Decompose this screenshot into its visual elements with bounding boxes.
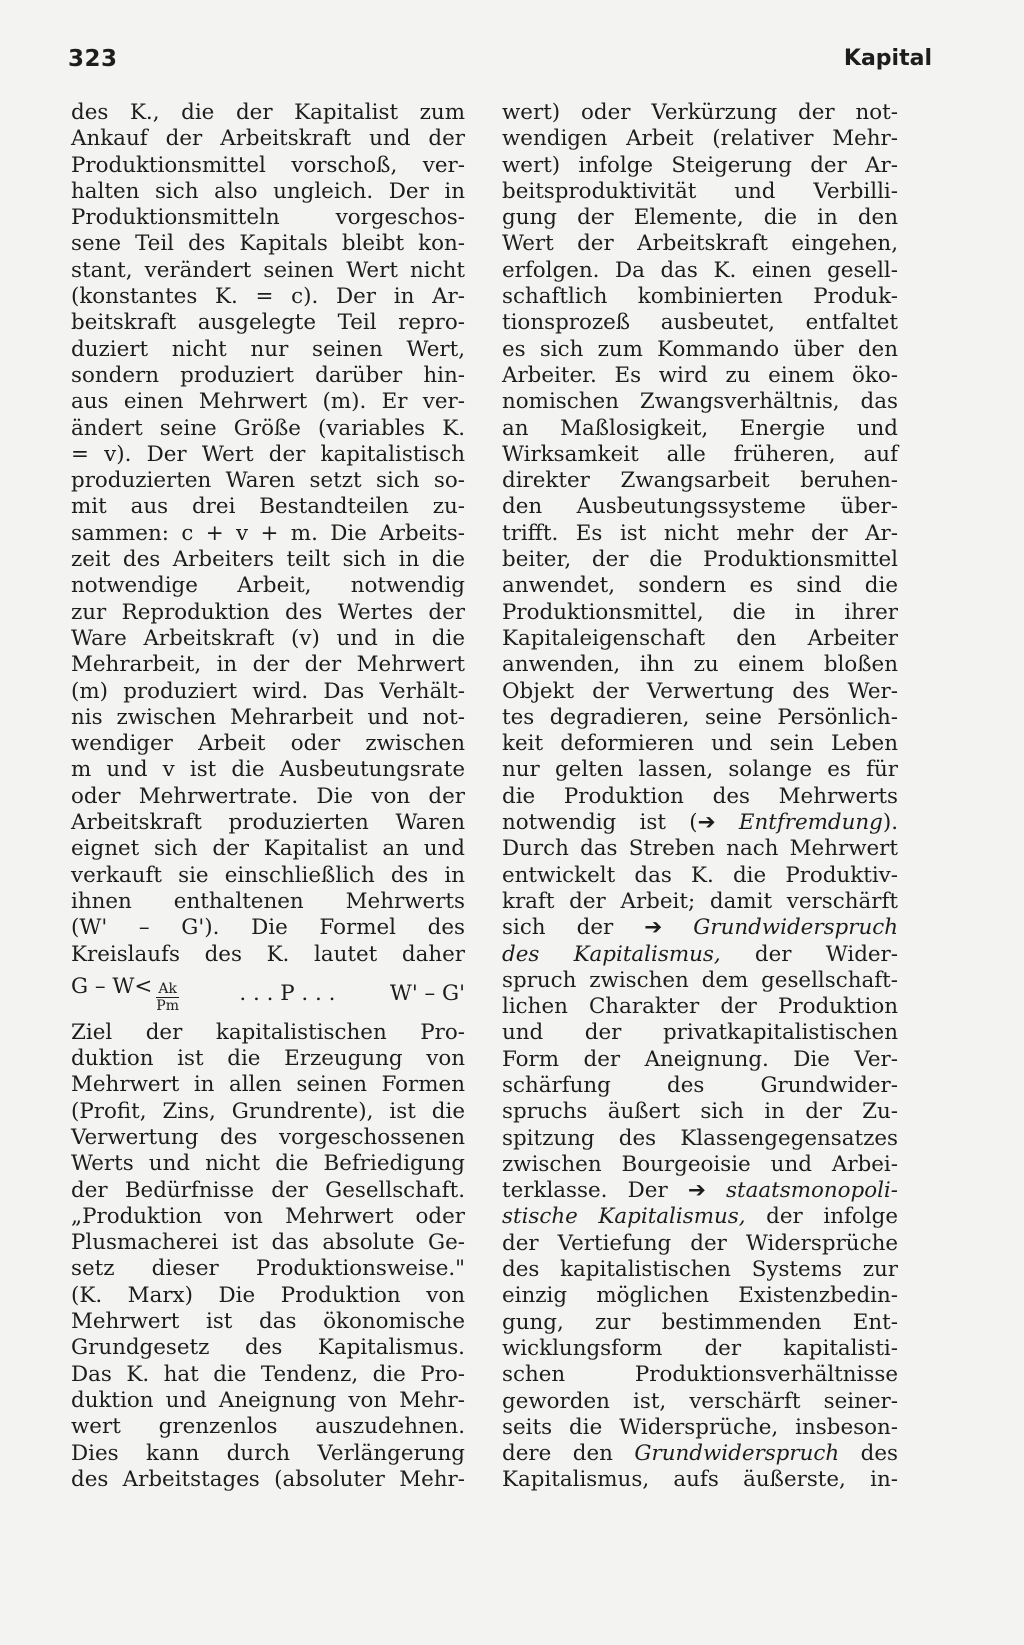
text-line: erfolgen. Da das K. einen gesell-	[502, 257, 898, 283]
text-line: wert) oder Verkürzung der not-	[502, 100, 898, 125]
text-line: wicklungsform der kapitalisti-	[502, 1335, 898, 1361]
text-line: terklasse. Der ➔ staatsmonopoli-	[502, 1178, 898, 1204]
text-line: nis zwischen Mehrarbeit und not-	[71, 704, 465, 730]
text-line: trifft. Es ist nicht mehr der Ar-	[502, 520, 898, 546]
text-line: Ware Arbeitskraft (v) und in die	[71, 625, 465, 651]
page-number: 323	[68, 46, 118, 72]
left-column	[71, 100, 465, 1493]
text-line: dere den Grundwiderspruch des	[502, 1441, 898, 1467]
text-line: und der privatkapitalistischen	[502, 1020, 898, 1046]
text-line: der Bedürfnisse der Gesellschaft.	[71, 1177, 465, 1203]
text-line: ihnen enthaltenen Mehrwerts	[71, 888, 465, 914]
text-line: (K. Marx) Die Produktion von	[71, 1282, 465, 1308]
text-line: beitskraft ausgelegte Teil repro-	[71, 310, 465, 336]
text-line: sammen: c + v + m. Die Arbeits-	[71, 520, 465, 546]
text-line: Durch das Streben nach Mehrwert	[502, 836, 898, 862]
text-line: Produktionsmitteln vorgeschos-	[71, 205, 465, 231]
text-line: anwendet, sondern es sind die	[502, 573, 898, 599]
text-line: geworden ist, verschärft seiner-	[502, 1388, 898, 1414]
text-line: zeit des Arbeiters teilt sich in die	[71, 547, 465, 573]
text-line: des Kapitalismus, der Wider-	[502, 941, 898, 967]
text-line: Kapitaleigenschaft den Arbeiter	[502, 625, 898, 651]
text-line: Arbeitskraft produzierten Waren	[71, 810, 465, 836]
text-line: wendiger Arbeit oder zwischen	[71, 731, 465, 757]
text-line: (konstantes K. = c). Der in Ar-	[71, 284, 465, 310]
text-line: (Profit, Zins, Grundrente), ist die	[71, 1098, 465, 1124]
text-line: der Vertiefung der Widersprüche	[502, 1230, 898, 1256]
text-line: direkter Zwangsarbeit beruhen-	[502, 468, 898, 494]
text-line: Objekt der Verwertung des Wer-	[502, 678, 898, 704]
text-line: zur Reproduktion des Wertes der	[71, 599, 465, 625]
left-column-text	[71, 100, 465, 968]
text-line: Mehrarbeit, in der der Mehrwert	[71, 652, 465, 678]
text-line: notwendige Arbeit, notwendig	[71, 573, 465, 599]
text-line: Ziel der kapitalistischen Pro-	[71, 1019, 465, 1045]
text-line: tionsprozeß ausbeutet, entfaltet	[502, 310, 898, 336]
text-line: sich der ➔ Grundwiderspruch	[502, 915, 898, 941]
right-column	[502, 100, 898, 1494]
text-line: gung der Elemente, die in den	[502, 205, 898, 231]
text-line: nomischen Zwangsverhältnis, das	[502, 389, 898, 415]
text-line: sene Teil des Kapitals bleibt kon-	[71, 231, 465, 257]
text-line: entwickelt das K. die Produktiv-	[502, 862, 898, 888]
formula-end: W' – G'	[389, 980, 465, 1006]
text-line: Kreislaufs des K. lautet daher	[71, 941, 465, 967]
text-line: einzig möglichen Existenzbedin-	[502, 1283, 898, 1309]
text-line: spruch zwischen dem gesellschaft-	[502, 967, 898, 993]
text-line: Dies kann durch Verlängerung	[71, 1440, 465, 1466]
text-line: seits die Widersprüche, insbeson-	[502, 1414, 898, 1440]
text-line: ändert seine Größe (variables K.	[71, 415, 465, 441]
text-line: stische Kapitalismus, der infolge	[502, 1204, 898, 1230]
text-line: Form der Aneignung. Die Ver-	[502, 1046, 898, 1072]
text-line: eignet sich der Kapitalist an und	[71, 836, 465, 862]
text-line: = v). Der Wert der kapitalistisch	[71, 441, 465, 467]
circuit-formula	[71, 968, 465, 1020]
text-line: Plusmacherei ist das absolute Ge-	[71, 1230, 465, 1256]
text-line: tes degradieren, seine Persönlich-	[502, 704, 898, 730]
text-line: „Produktion von Mehrwert oder	[71, 1203, 465, 1229]
text-line: spitzung des Klassengegensatzes	[502, 1125, 898, 1151]
running-head: Kapital	[843, 46, 932, 71]
text-line: gung, zur bestimmenden Ent-	[502, 1309, 898, 1335]
formula-lead: G – W< $\frac{Ak}{Pm}$	[71, 973, 179, 1014]
text-line: sondern produziert darüber hin-	[71, 362, 465, 388]
formula-middle: . . . P . . .	[239, 980, 336, 1006]
text-line: kraft der Arbeit; damit verschärft	[502, 888, 898, 914]
text-line: anwenden, ihn zu einem bloßen	[502, 652, 898, 678]
text-line: wendigen Arbeit (relativer Mehr-	[502, 126, 898, 152]
text-line: Wirksamkeit alle früheren, auf	[502, 441, 898, 467]
text-line: Arbeiter. Es wird zu einem öko-	[502, 362, 898, 388]
text-line: Verwertung des vorgeschossenen	[71, 1124, 465, 1150]
text-line: duktion ist die Erzeugung von	[71, 1046, 465, 1072]
right-column-text	[502, 100, 898, 1494]
text-line: wert grenzenlos auszudehnen.	[71, 1414, 465, 1440]
text-line: verkauft sie einschließlich des in	[71, 862, 465, 888]
formula-numerator: Ak	[158, 980, 177, 997]
text-line: notwendig ist (➔ Entfremdung).	[502, 810, 898, 836]
text-line: den Ausbeutungssysteme über-	[502, 494, 898, 520]
formula-denominator: Pm	[156, 997, 179, 1014]
text-line: beitsproduktivität und Verbilli-	[502, 178, 898, 204]
text-line: an Maßlosigkeit, Energie und	[502, 415, 898, 441]
text-line: Mehrwert ist das ökonomische	[71, 1309, 465, 1335]
text-line: lichen Charakter der Produktion	[502, 994, 898, 1020]
text-line: spruchs äußert sich in der Zu-	[502, 1099, 898, 1125]
text-line: setz dieser Produktionsweise."	[71, 1256, 465, 1282]
text-line: Grundgesetz des Kapitalismus.	[71, 1335, 465, 1361]
text-line: stant, verändert seinen Wert nicht	[71, 257, 465, 283]
text-line: Werts und nicht die Befriedigung	[71, 1151, 465, 1177]
text-line: (W' – G'). Die Formel des	[71, 915, 465, 941]
text-line: halten sich also ungleich. Der in	[71, 178, 465, 204]
text-line: aus einen Mehrwert (m). Er ver-	[71, 389, 465, 415]
text-line: keit deformieren und sein Leben	[502, 731, 898, 757]
text-line: des K., die der Kapitalist zum	[71, 100, 465, 125]
text-line: schen Produktionsverhältnisse	[502, 1362, 898, 1388]
text-line: Das K. hat die Tendenz, die Pro-	[71, 1361, 465, 1387]
text-line: oder Mehrwertrate. Die von der	[71, 783, 465, 809]
text-line: nur gelten lassen, solange es für	[502, 757, 898, 783]
text-line: (m) produziert wird. Das Verhält-	[71, 678, 465, 704]
text-line: Produktionsmittel, die in ihrer	[502, 599, 898, 625]
text-line: Mehrwert in allen seinen Formen	[71, 1072, 465, 1098]
text-line: Ankauf der Arbeitskraft und der	[71, 126, 465, 152]
text-line: produzierten Waren setzt sich so-	[71, 468, 465, 494]
text-line: schärfung des Grundwider-	[502, 1072, 898, 1098]
formula-fraction	[154, 981, 181, 1014]
text-line: des Arbeitstages (absoluter Mehr-	[71, 1466, 465, 1492]
text-line: beiter, der die Produktionsmittel	[502, 547, 898, 573]
text-line: duziert nicht nur seinen Wert,	[71, 336, 465, 362]
text-line: es sich zum Kommando über den	[502, 336, 898, 362]
text-line: duktion und Aneignung von Mehr-	[71, 1387, 465, 1413]
text-line: wert) infolge Steigerung der Ar-	[502, 152, 898, 178]
text-line: Produktionsmittel vorschoß, ver-	[71, 152, 465, 178]
text-line: Kapitalismus, aufs äußerste, in-	[502, 1467, 898, 1493]
text-line: m und v ist die Ausbeutungsrate	[71, 757, 465, 783]
text-line: Wert der Arbeitskraft eingehen,	[502, 231, 898, 257]
page-header	[68, 46, 932, 82]
text-line: mit aus drei Bestandteilen zu-	[71, 494, 465, 520]
left-column-text-continued	[71, 1020, 465, 1493]
text-line: des kapitalistischen Systems zur	[502, 1257, 898, 1283]
text-line: die Produktion des Mehrwerts	[502, 783, 898, 809]
text-line: schaftlich kombinierten Produk-	[502, 284, 898, 310]
text-line: zwischen Bourgeoisie und Arbei-	[502, 1151, 898, 1177]
